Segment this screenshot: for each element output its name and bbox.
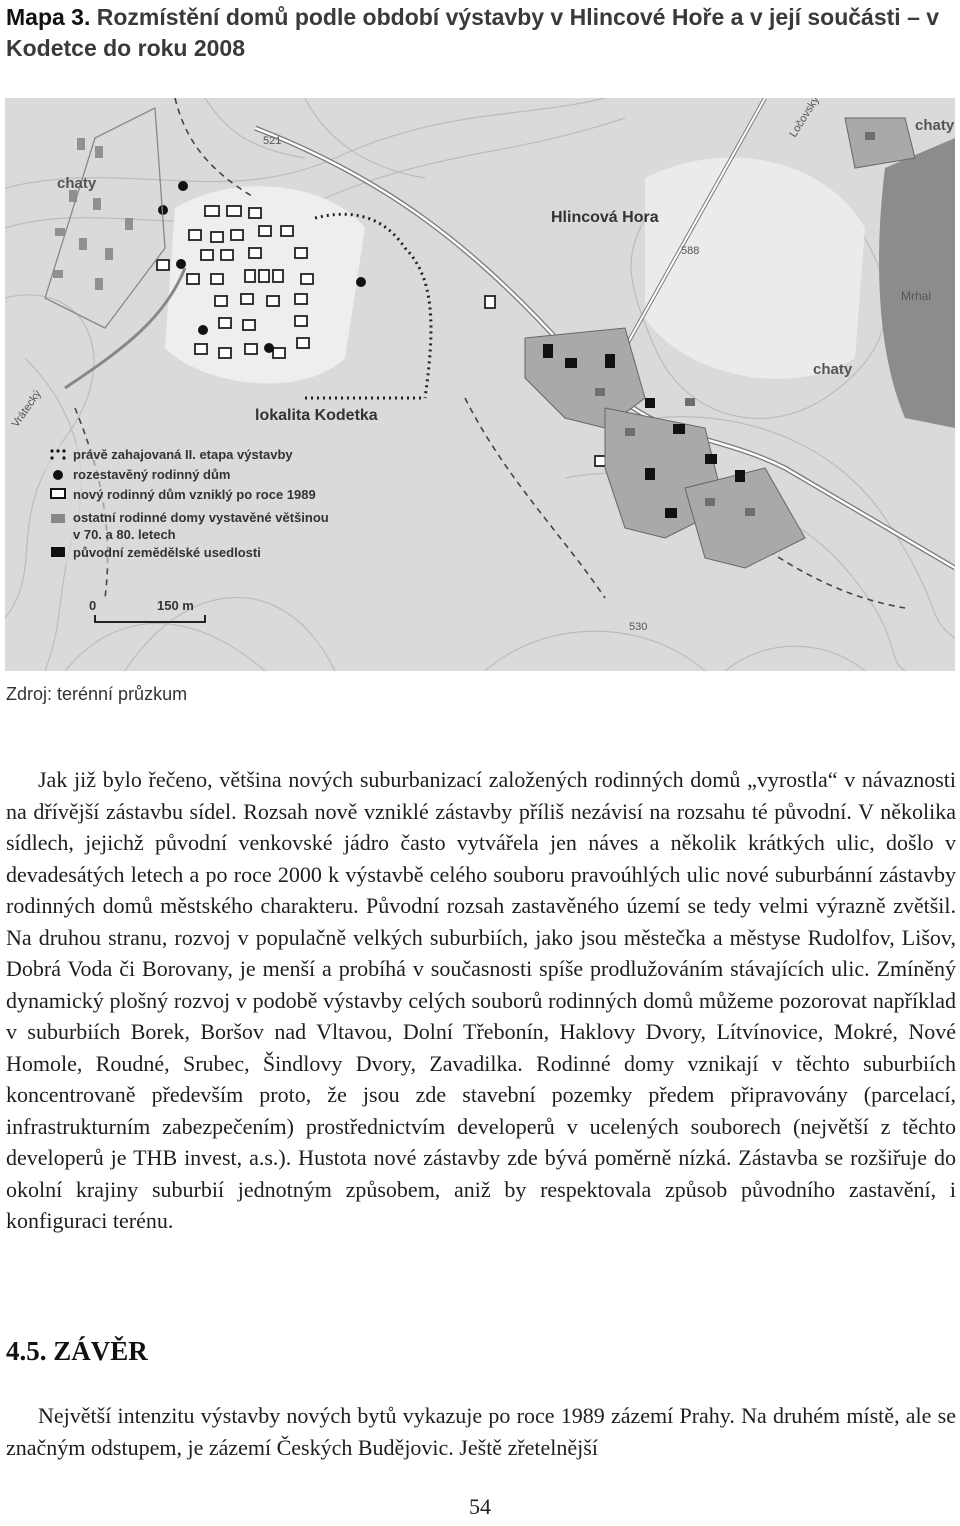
label-hlincova-hora: Hlincová Hora — [551, 209, 659, 226]
legend-symbol-black-rect — [51, 547, 65, 557]
map-figure — [5, 98, 955, 671]
map-legend — [45, 444, 355, 566]
label-chaty-top-right: chaty — [915, 117, 955, 134]
legend-label-construction: rozestavěný rodinný dům — [73, 467, 231, 482]
legend-label-farmsteads: původní zemědělské usedlosti — [73, 545, 261, 560]
label-elevation-521: 521 — [263, 135, 282, 147]
map-svg — [5, 98, 955, 671]
section-heading: 4.5. ZÁVĚR — [6, 1336, 148, 1366]
page-number: 54 — [469, 1494, 491, 1519]
caption-title: Rozmístění domů podle období výstavby v Hlincové Hoře a v její součásti – v Kodetce do roku 2008 — [6, 4, 940, 61]
label-chaty-mid: chaty — [813, 361, 853, 378]
label-elevation-588: 588 — [681, 245, 700, 257]
hill-area — [645, 158, 865, 379]
body-paragraph-2: Největší intenzitu výstavby nových bytů vykazuje po roce 1989 zázemí Prahy. Na druhém místě, ale se značným odstupem, je zázemí Českých Budějovic. Ještě zřetelnější — [6, 1403, 956, 1460]
legend-symbol-grey-rect — [51, 514, 65, 523]
map-source: Zdroj: terénní průzkum — [6, 684, 188, 704]
label-mrhal: Mrhal — [901, 289, 932, 303]
label-lokalita: lokalita Kodetka — [255, 407, 378, 424]
label-elevation-530: 530 — [629, 621, 648, 633]
legend-label-stage: právě zahajovaná II. etapa výstavby — [73, 447, 293, 462]
body-paragraph: Jak již bylo řečeno, většina nových suburbanizací založených rodinných domů „vyrostla“ v návaznosti na dřívější zástavbu sídel. Rozsah nově vzniklé zástavby příliš nezávisí na rozsahu té původní. V několika sídlech, jejichž původní venkovské jádro často vytvářela jen náves a několik krátkých ulic, došlo v devadesátých letech a po roce 2000 k výstavbě celého souboru pravoúhlých ulic nové suburbánní zástavby rodinných domů městského charakteru. Původní rozsah zastavěného území se tedy velmi výrazně zvětšil. Na druhou stranu, rozvoj v populačně velkých suburbiích, jako jsou městečka a městyse Rudolfov, Lišov, Dobrá Voda či Borovany, je menší a probíhá v současnosti spíše prodlužováním stávajících ulic. Zmíněný dynamický plošný rozvoj v podobě výstavby celých souborů rodinných domů můžeme pozorovat například v suburbiích Borek, Boršov nad Vltavou, Dolní Třebonín, Haklovy Dvory, Lítvínovice, Mokré, Nové Homole, Roudné, Srubec, Šindlovy Dvory, Zavadilka. Rodinné domy vznikají v těchto suburbiích koncentrovaně především proto, že jsou zde stavební pozemky předem připravovány (parcelací, infrastrukturním zabezpečením) prostřednictvím developerů v ucelených souborech (největší z těchto developerů je THB invest, a.s.). Hustota nové zástavby zde bývá poměrně nízká. Zástavba se rozšiřuje do okolní krajiny suburbií jednotným způsobem, aniž by respektovala způsob původního zastavění, i konfiguraci terénu. — [6, 767, 956, 1233]
legend-symbol-open-rect — [51, 489, 65, 498]
map-caption — [6, 2, 956, 64]
legend-symbol-circle — [53, 470, 63, 480]
label-chaty-left: chaty — [57, 175, 97, 192]
label-vratecky: Vrátecký — [9, 388, 44, 430]
scale-start: 0 — [89, 598, 97, 613]
legend-label-other: ostatní rodinné domy vystavěné většinou — [73, 510, 329, 525]
scale-end: 150 m — [157, 598, 194, 613]
caption-number: Mapa 3. — [6, 4, 91, 30]
legend-label-new: nový rodinný dům vzniklý po roce 1989 — [73, 487, 316, 502]
legend-label-other-cont: v 70. a 80. letech — [73, 527, 176, 542]
